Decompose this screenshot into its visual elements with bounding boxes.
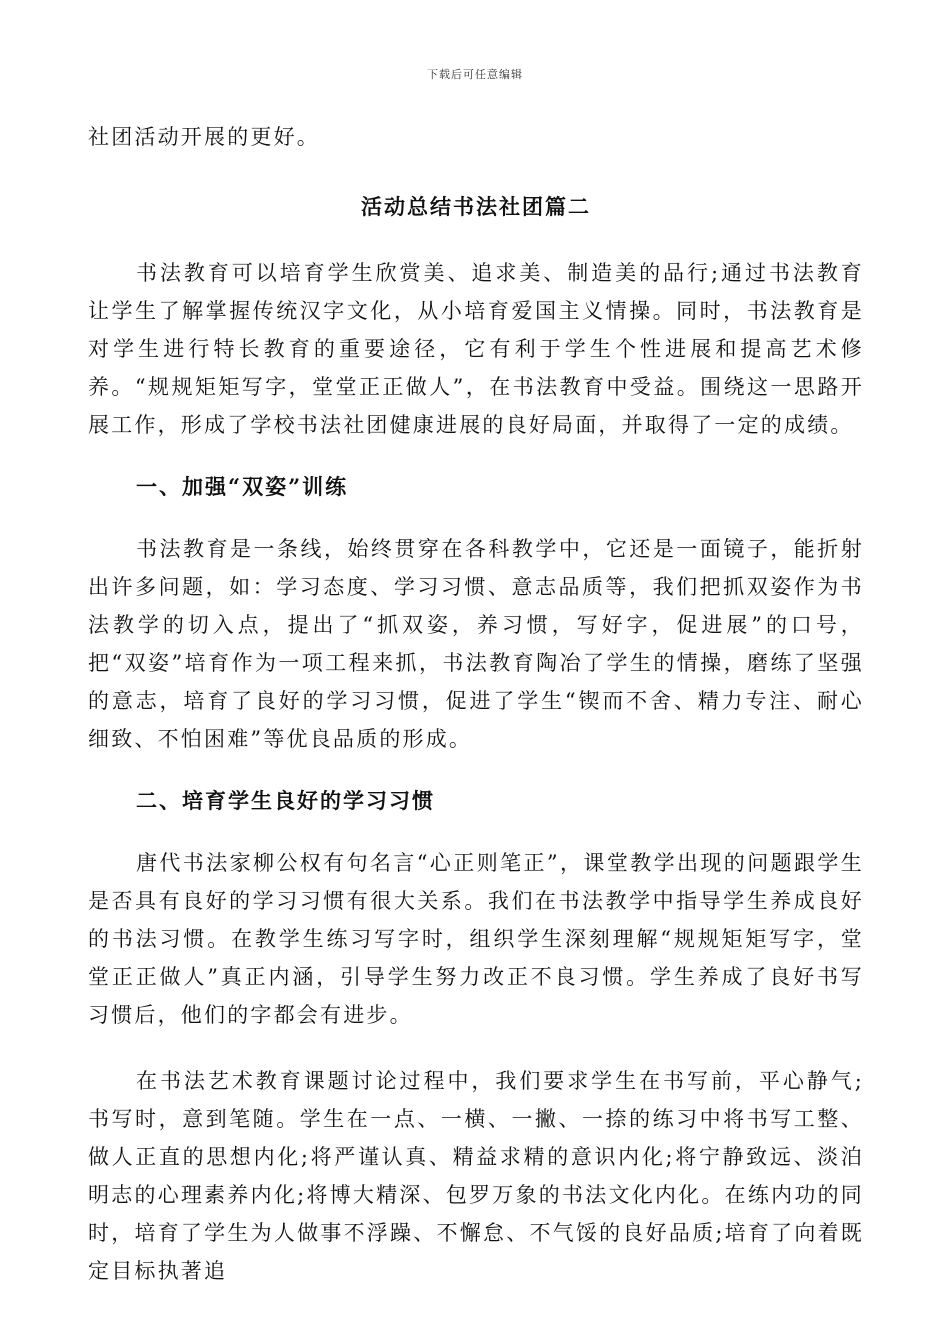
document-body — [88, 118, 864, 1290]
paragraph-3: 唐代书法家柳公权有句名言“心正则笔正”，课堂教学出现的问题跟学生是否具有良好的学习习惯有很大关系。我们在书法教学中指导学生养成良好的书法习惯。在教学生练习写字时，组织学生深刻理解“规规矩矩写字，堂堂正正做人”真正内涵，引导学生努力改正不良习惯。学生养成了良好书写习惯后，他们的字都会有进步。 — [88, 851, 864, 1027]
heading-2: 二、培育学生良好的学习习惯 — [136, 788, 435, 813]
page-header: 下载后可任意编辑 — [427, 68, 523, 81]
paragraph-1: 书法教育可以培育学生欣赏美、追求美、制造美的品行;通过书法教育让学生了解掌握传统汉字文化，从小培育爱国主义情操。同时，书法教育是对学生进行特长教育的重要途径，它有利于学生个性进展和提高艺术修养。“规规矩矩写字，堂堂正正做人”，在书法教育中受益。围绕这一思路开展工作，形成了学校书法社团健康进展的良好局面，并取得了一定的成绩。 — [88, 261, 864, 437]
paragraph-4: 在书法艺术教育课题讨论过程中，我们要求学生在书写前，平心静气;书写时，意到笔随。学生在一点、一横、一撇、一捺的练习中将书写工整、做人正直的思想内化;将严谨认真、精益求精的意识内化;将宁静致远、淡泊明志的心理素养内化;将博大精深、包罗万象的书法文化内化。在练内功的同时，培育了学生为人做事不浮躁、不懈怠、不气馁的良好品质;培育了向着既定目标执著追 — [88, 1069, 864, 1283]
intro-tail-paragraph: 社团活动开展的更好。 — [88, 125, 320, 149]
paragraph-2: 书法教育是一条线，始终贯穿在各科教学中，它还是一面镜子，能折射出许多问题，如：学习态度、学习习惯、意志品质等，我们把抓双姿作为书法教学的切入点，提出了“抓双姿，养习惯，写好字，促进展”的口号，把“双姿”培育作为一项工程来抓，书法教育陶冶了学生的情操，磨练了坚强的意志，培育了良好的学习习惯，促进了学生“锲而不舍、精力专注、耐心细致、不怕困难”等优良品质的形成。 — [88, 537, 864, 751]
section-title: 活动总结书法社团篇二 — [361, 194, 591, 219]
heading-1: 一、加强“双姿”训练 — [136, 474, 349, 499]
